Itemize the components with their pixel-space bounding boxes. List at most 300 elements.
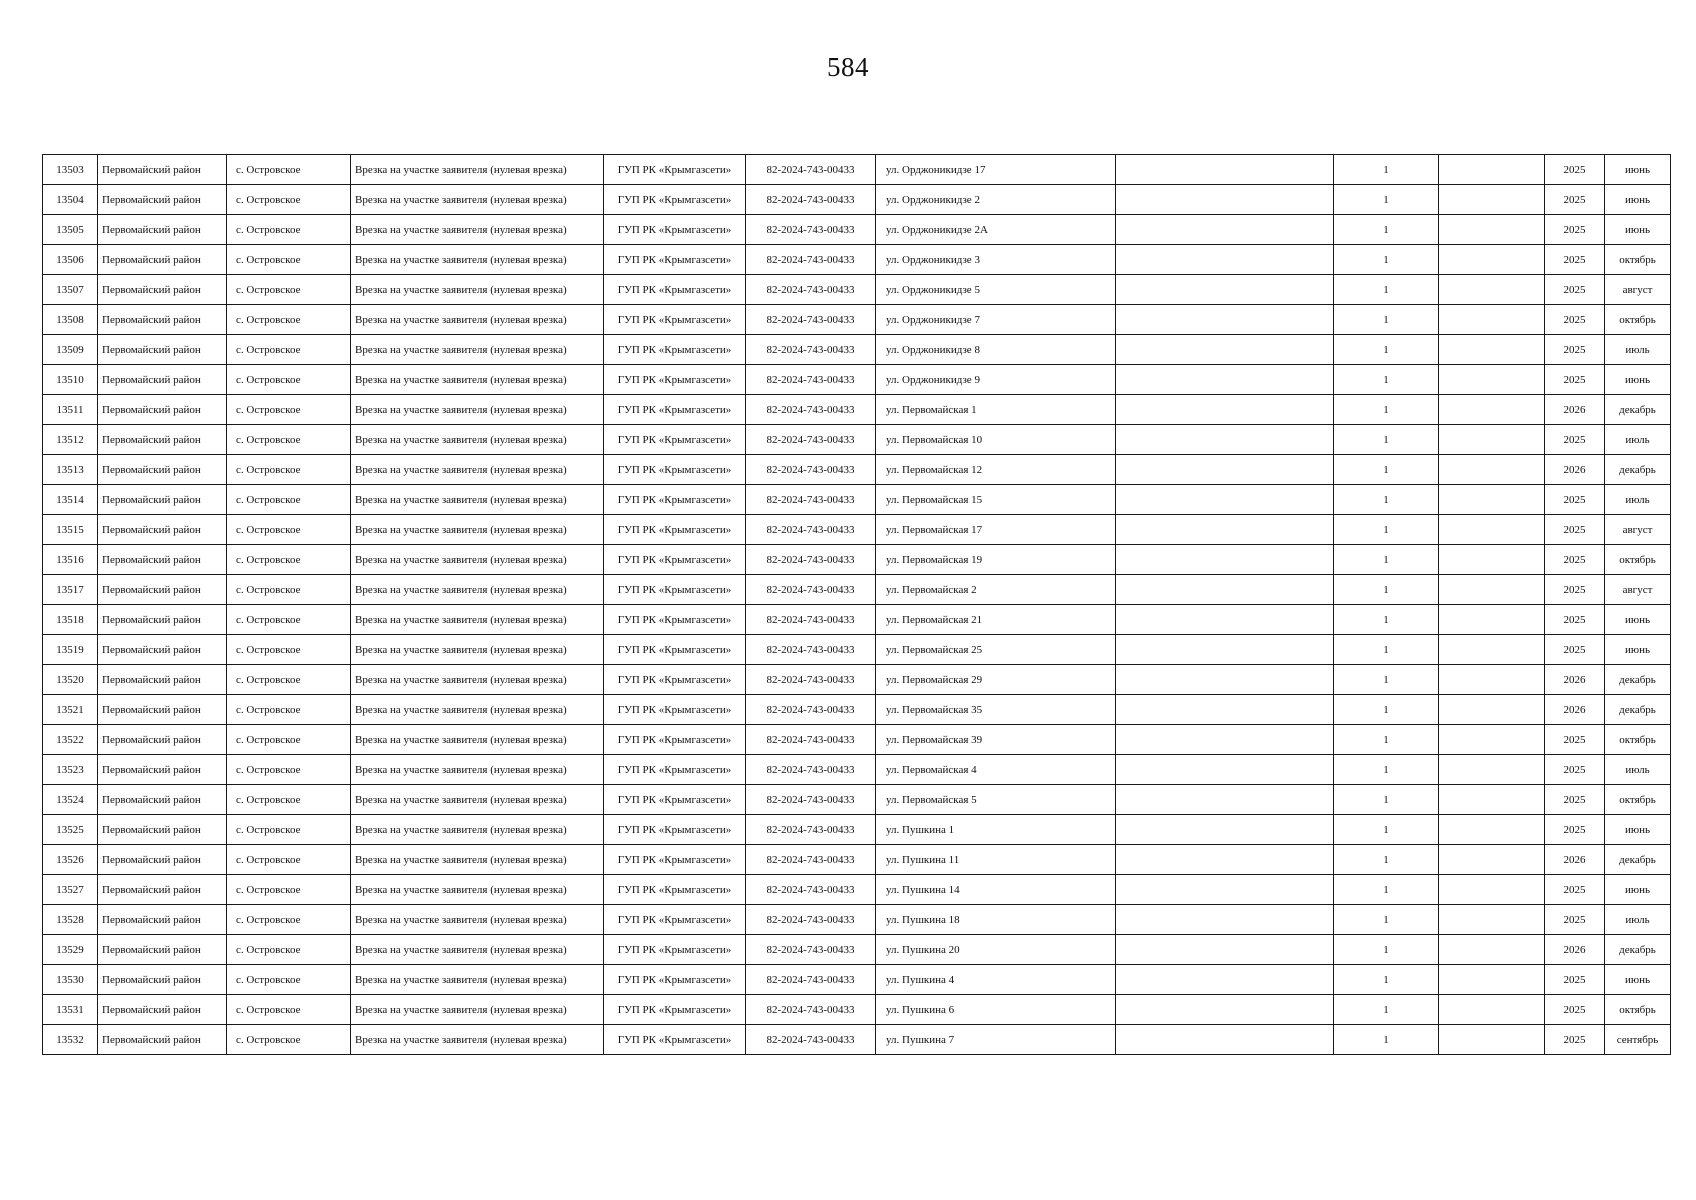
extra-cell (1439, 395, 1545, 425)
village-cell: с. Островское (227, 665, 351, 695)
month-cell: июнь (1605, 965, 1671, 995)
month-cell: октябрь (1605, 785, 1671, 815)
address-cell: ул. Первомайская 25 (876, 635, 1116, 665)
quantity-cell: 1 (1334, 1025, 1439, 1055)
work-type-cell: Врезка на участке заявителя (нулевая врезка) (351, 155, 604, 185)
table-row (43, 695, 1671, 725)
table-row (43, 575, 1671, 605)
district-cell: Первомайский район (98, 515, 227, 545)
program-code-cell: 82-2024-743-00433 (746, 395, 876, 425)
year-cell: 2025 (1545, 425, 1605, 455)
table-row (43, 815, 1671, 845)
organization-cell: ГУП РК «Крымгазсети» (604, 215, 746, 245)
program-code-cell: 82-2024-743-00433 (746, 455, 876, 485)
program-code-cell: 82-2024-743-00433 (746, 515, 876, 545)
work-type-cell: Врезка на участке заявителя (нулевая врезка) (351, 545, 604, 575)
month-cell: июнь (1605, 215, 1671, 245)
note-cell (1116, 515, 1334, 545)
extra-cell (1439, 1025, 1545, 1055)
extra-cell (1439, 365, 1545, 395)
extra-cell (1439, 935, 1545, 965)
work-type-cell: Врезка на участке заявителя (нулевая врезка) (351, 365, 604, 395)
quantity-cell: 1 (1334, 635, 1439, 665)
organization-cell: ГУП РК «Крымгазсети» (604, 905, 746, 935)
district-cell: Первомайский район (98, 305, 227, 335)
organization-cell: ГУП РК «Крымгазсети» (604, 425, 746, 455)
organization-cell: ГУП РК «Крымгазсети» (604, 395, 746, 425)
program-code-cell: 82-2024-743-00433 (746, 665, 876, 695)
address-cell: ул. Пушкина 18 (876, 905, 1116, 935)
row-number: 13529 (43, 935, 98, 965)
month-cell: июнь (1605, 155, 1671, 185)
row-number: 13517 (43, 575, 98, 605)
quantity-cell: 1 (1334, 935, 1439, 965)
year-cell: 2025 (1545, 485, 1605, 515)
address-cell: ул. Пушкина 11 (876, 845, 1116, 875)
note-cell (1116, 695, 1334, 725)
extra-cell (1439, 845, 1545, 875)
work-type-cell: Врезка на участке заявителя (нулевая врезка) (351, 245, 604, 275)
note-cell (1116, 875, 1334, 905)
quantity-cell: 1 (1334, 365, 1439, 395)
work-type-cell: Врезка на участке заявителя (нулевая врезка) (351, 1025, 604, 1055)
note-cell (1116, 755, 1334, 785)
district-cell: Первомайский район (98, 575, 227, 605)
village-cell: с. Островское (227, 215, 351, 245)
organization-cell: ГУП РК «Крымгазсети» (604, 725, 746, 755)
month-cell: июнь (1605, 185, 1671, 215)
table-row (43, 755, 1671, 785)
village-cell: с. Островское (227, 875, 351, 905)
village-cell: с. Островское (227, 905, 351, 935)
district-cell: Первомайский район (98, 935, 227, 965)
extra-cell (1439, 995, 1545, 1025)
note-cell (1116, 965, 1334, 995)
district-cell: Первомайский район (98, 845, 227, 875)
address-cell: ул. Орджоникидзе 5 (876, 275, 1116, 305)
village-cell: с. Островское (227, 335, 351, 365)
village-cell: с. Островское (227, 635, 351, 665)
table-row (43, 935, 1671, 965)
organization-cell: ГУП РК «Крымгазсети» (604, 185, 746, 215)
work-type-cell: Врезка на участке заявителя (нулевая врезка) (351, 905, 604, 935)
year-cell: 2025 (1545, 725, 1605, 755)
organization-cell: ГУП РК «Крымгазсети» (604, 845, 746, 875)
row-number: 13530 (43, 965, 98, 995)
extra-cell (1439, 635, 1545, 665)
district-cell: Первомайский район (98, 395, 227, 425)
year-cell: 2025 (1545, 305, 1605, 335)
note-cell (1116, 455, 1334, 485)
month-cell: октябрь (1605, 245, 1671, 275)
extra-cell (1439, 815, 1545, 845)
district-cell: Первомайский район (98, 815, 227, 845)
year-cell: 2025 (1545, 215, 1605, 245)
organization-cell: ГУП РК «Крымгазсети» (604, 875, 746, 905)
quantity-cell: 1 (1334, 275, 1439, 305)
address-cell: ул. Пушкина 6 (876, 995, 1116, 1025)
row-number: 13507 (43, 275, 98, 305)
year-cell: 2025 (1545, 965, 1605, 995)
program-code-cell: 82-2024-743-00433 (746, 935, 876, 965)
month-cell: июнь (1605, 875, 1671, 905)
row-number: 13524 (43, 785, 98, 815)
quantity-cell: 1 (1334, 755, 1439, 785)
address-cell: ул. Орджоникидзе 8 (876, 335, 1116, 365)
extra-cell (1439, 245, 1545, 275)
extra-cell (1439, 755, 1545, 785)
quantity-cell: 1 (1334, 395, 1439, 425)
month-cell: июль (1605, 335, 1671, 365)
row-number: 13525 (43, 815, 98, 845)
work-type-cell: Врезка на участке заявителя (нулевая врезка) (351, 605, 604, 635)
district-cell: Первомайский район (98, 485, 227, 515)
row-number: 13509 (43, 335, 98, 365)
year-cell: 2025 (1545, 1025, 1605, 1055)
row-number: 13506 (43, 245, 98, 275)
address-cell: ул. Орджоникидзе 9 (876, 365, 1116, 395)
note-cell (1116, 245, 1334, 275)
table-row (43, 335, 1671, 365)
program-code-cell: 82-2024-743-00433 (746, 605, 876, 635)
month-cell: июнь (1605, 605, 1671, 635)
address-cell: ул. Первомайская 17 (876, 515, 1116, 545)
program-code-cell: 82-2024-743-00433 (746, 815, 876, 845)
quantity-cell: 1 (1334, 815, 1439, 845)
address-cell: ул. Пушкина 14 (876, 875, 1116, 905)
quantity-cell: 1 (1334, 545, 1439, 575)
address-cell: ул. Первомайская 35 (876, 695, 1116, 725)
register-table (42, 154, 1671, 1055)
quantity-cell: 1 (1334, 485, 1439, 515)
year-cell: 2026 (1545, 455, 1605, 485)
work-type-cell: Врезка на участке заявителя (нулевая врезка) (351, 965, 604, 995)
extra-cell (1439, 515, 1545, 545)
district-cell: Первомайский район (98, 545, 227, 575)
program-code-cell: 82-2024-743-00433 (746, 965, 876, 995)
program-code-cell: 82-2024-743-00433 (746, 425, 876, 455)
month-cell: октябрь (1605, 725, 1671, 755)
extra-cell (1439, 185, 1545, 215)
table-row (43, 995, 1671, 1025)
address-cell: ул. Орджоникидзе 7 (876, 305, 1116, 335)
table-row (43, 875, 1671, 905)
year-cell: 2025 (1545, 335, 1605, 365)
row-number: 13518 (43, 605, 98, 635)
work-type-cell: Врезка на участке заявителя (нулевая врезка) (351, 425, 604, 455)
month-cell: июнь (1605, 635, 1671, 665)
program-code-cell: 82-2024-743-00433 (746, 365, 876, 395)
work-type-cell: Врезка на участке заявителя (нулевая врезка) (351, 845, 604, 875)
address-cell: ул. Первомайская 15 (876, 485, 1116, 515)
year-cell: 2025 (1545, 905, 1605, 935)
quantity-cell: 1 (1334, 455, 1439, 485)
village-cell: с. Островское (227, 935, 351, 965)
note-cell (1116, 365, 1334, 395)
row-number: 13519 (43, 635, 98, 665)
organization-cell: ГУП РК «Крымгазсети» (604, 365, 746, 395)
month-cell: август (1605, 275, 1671, 305)
extra-cell (1439, 665, 1545, 695)
extra-cell (1439, 425, 1545, 455)
row-number: 13526 (43, 845, 98, 875)
organization-cell: ГУП РК «Крымгазсети» (604, 455, 746, 485)
address-cell: ул. Первомайская 5 (876, 785, 1116, 815)
row-number: 13505 (43, 215, 98, 245)
work-type-cell: Врезка на участке заявителя (нулевая врезка) (351, 995, 604, 1025)
month-cell: октябрь (1605, 545, 1671, 575)
note-cell (1116, 845, 1334, 875)
year-cell: 2025 (1545, 875, 1605, 905)
address-cell: ул. Пушкина 7 (876, 1025, 1116, 1055)
year-cell: 2026 (1545, 665, 1605, 695)
month-cell: декабрь (1605, 845, 1671, 875)
table-row (43, 725, 1671, 755)
organization-cell: ГУП РК «Крымгазсети» (604, 995, 746, 1025)
row-number: 13515 (43, 515, 98, 545)
year-cell: 2025 (1545, 185, 1605, 215)
village-cell: с. Островское (227, 245, 351, 275)
row-number: 13532 (43, 1025, 98, 1055)
program-code-cell: 82-2024-743-00433 (746, 215, 876, 245)
table-body (43, 155, 1671, 1055)
row-number: 13510 (43, 365, 98, 395)
row-number: 13508 (43, 305, 98, 335)
note-cell (1116, 725, 1334, 755)
district-cell: Первомайский район (98, 365, 227, 395)
note-cell (1116, 815, 1334, 845)
table-row (43, 395, 1671, 425)
quantity-cell: 1 (1334, 665, 1439, 695)
year-cell: 2026 (1545, 845, 1605, 875)
address-cell: ул. Орджоникидзе 2 (876, 185, 1116, 215)
organization-cell: ГУП РК «Крымгазсети» (604, 155, 746, 185)
note-cell (1116, 785, 1334, 815)
extra-cell (1439, 455, 1545, 485)
note-cell (1116, 995, 1334, 1025)
note-cell (1116, 215, 1334, 245)
month-cell: июль (1605, 485, 1671, 515)
address-cell: ул. Первомайская 4 (876, 755, 1116, 785)
table-row (43, 455, 1671, 485)
program-code-cell: 82-2024-743-00433 (746, 695, 876, 725)
village-cell: с. Островское (227, 185, 351, 215)
extra-cell (1439, 875, 1545, 905)
program-code-cell: 82-2024-743-00433 (746, 875, 876, 905)
extra-cell (1439, 605, 1545, 635)
year-cell: 2025 (1545, 755, 1605, 785)
work-type-cell: Врезка на участке заявителя (нулевая врезка) (351, 635, 604, 665)
row-number: 13528 (43, 905, 98, 935)
row-number: 13521 (43, 695, 98, 725)
work-type-cell: Врезка на участке заявителя (нулевая врезка) (351, 575, 604, 605)
work-type-cell: Врезка на участке заявителя (нулевая врезка) (351, 455, 604, 485)
program-code-cell: 82-2024-743-00433 (746, 845, 876, 875)
village-cell: с. Островское (227, 965, 351, 995)
page-number: 584 (827, 52, 869, 82)
year-cell: 2025 (1545, 575, 1605, 605)
table-row (43, 905, 1671, 935)
address-cell: ул. Первомайская 39 (876, 725, 1116, 755)
year-cell: 2025 (1545, 155, 1605, 185)
address-cell: ул. Первомайская 1 (876, 395, 1116, 425)
village-cell: с. Островское (227, 515, 351, 545)
village-cell: с. Островское (227, 545, 351, 575)
organization-cell: ГУП РК «Крымгазсети» (604, 245, 746, 275)
district-cell: Первомайский район (98, 995, 227, 1025)
year-cell: 2025 (1545, 605, 1605, 635)
month-cell: октябрь (1605, 305, 1671, 335)
extra-cell (1439, 905, 1545, 935)
organization-cell: ГУП РК «Крымгазсети» (604, 485, 746, 515)
extra-cell (1439, 545, 1545, 575)
quantity-cell: 1 (1334, 425, 1439, 455)
program-code-cell: 82-2024-743-00433 (746, 155, 876, 185)
month-cell: декабрь (1605, 695, 1671, 725)
quantity-cell: 1 (1334, 215, 1439, 245)
month-cell: июль (1605, 755, 1671, 785)
organization-cell: ГУП РК «Крымгазсети» (604, 965, 746, 995)
work-type-cell: Врезка на участке заявителя (нулевая врезка) (351, 815, 604, 845)
quantity-cell: 1 (1334, 995, 1439, 1025)
table-row (43, 1025, 1671, 1055)
village-cell: с. Островское (227, 575, 351, 605)
address-cell: ул. Пушкина 1 (876, 815, 1116, 845)
quantity-cell: 1 (1334, 155, 1439, 185)
address-cell: ул. Первомайская 29 (876, 665, 1116, 695)
organization-cell: ГУП РК «Крымгазсети» (604, 575, 746, 605)
month-cell: август (1605, 575, 1671, 605)
village-cell: с. Островское (227, 1025, 351, 1055)
note-cell (1116, 155, 1334, 185)
month-cell: декабрь (1605, 935, 1671, 965)
organization-cell: ГУП РК «Крымгазсети» (604, 515, 746, 545)
organization-cell: ГУП РК «Крымгазсети» (604, 635, 746, 665)
program-code-cell: 82-2024-743-00433 (746, 995, 876, 1025)
village-cell: с. Островское (227, 275, 351, 305)
village-cell: с. Островское (227, 425, 351, 455)
table-row (43, 215, 1671, 245)
address-cell: ул. Первомайская 12 (876, 455, 1116, 485)
row-number: 13511 (43, 395, 98, 425)
row-number: 13504 (43, 185, 98, 215)
quantity-cell: 1 (1334, 515, 1439, 545)
table-row (43, 485, 1671, 515)
quantity-cell: 1 (1334, 845, 1439, 875)
table-row (43, 305, 1671, 335)
program-code-cell: 82-2024-743-00433 (746, 185, 876, 215)
table-row (43, 785, 1671, 815)
village-cell: с. Островское (227, 815, 351, 845)
table-row (43, 185, 1671, 215)
row-number: 13513 (43, 455, 98, 485)
month-cell: июнь (1605, 815, 1671, 845)
district-cell: Первомайский район (98, 455, 227, 485)
village-cell: с. Островское (227, 845, 351, 875)
district-cell: Первомайский район (98, 695, 227, 725)
quantity-cell: 1 (1334, 875, 1439, 905)
year-cell: 2025 (1545, 275, 1605, 305)
program-code-cell: 82-2024-743-00433 (746, 545, 876, 575)
address-cell: ул. Орджоникидзе 3 (876, 245, 1116, 275)
quantity-cell: 1 (1334, 905, 1439, 935)
village-cell: с. Островское (227, 485, 351, 515)
quantity-cell: 1 (1334, 245, 1439, 275)
district-cell: Первомайский район (98, 905, 227, 935)
note-cell (1116, 575, 1334, 605)
extra-cell (1439, 485, 1545, 515)
village-cell: с. Островское (227, 785, 351, 815)
month-cell: декабрь (1605, 395, 1671, 425)
village-cell: с. Островское (227, 455, 351, 485)
row-number: 13531 (43, 995, 98, 1025)
quantity-cell: 1 (1334, 605, 1439, 635)
table-row (43, 275, 1671, 305)
month-cell: сентябрь (1605, 1025, 1671, 1055)
quantity-cell: 1 (1334, 785, 1439, 815)
district-cell: Первомайский район (98, 965, 227, 995)
extra-cell (1439, 155, 1545, 185)
table-row (43, 425, 1671, 455)
note-cell (1116, 605, 1334, 635)
note-cell (1116, 395, 1334, 425)
quantity-cell: 1 (1334, 695, 1439, 725)
extra-cell (1439, 275, 1545, 305)
table-row (43, 515, 1671, 545)
work-type-cell: Врезка на участке заявителя (нулевая врезка) (351, 785, 604, 815)
note-cell (1116, 485, 1334, 515)
month-cell: июль (1605, 425, 1671, 455)
note-cell (1116, 425, 1334, 455)
district-cell: Первомайский район (98, 335, 227, 365)
organization-cell: ГУП РК «Крымгазсети» (604, 275, 746, 305)
quantity-cell: 1 (1334, 575, 1439, 605)
month-cell: декабрь (1605, 455, 1671, 485)
organization-cell: ГУП РК «Крымгазсети» (604, 755, 746, 785)
village-cell: с. Островское (227, 305, 351, 335)
program-code-cell: 82-2024-743-00433 (746, 905, 876, 935)
program-code-cell: 82-2024-743-00433 (746, 485, 876, 515)
row-number: 13523 (43, 755, 98, 785)
extra-cell (1439, 695, 1545, 725)
extra-cell (1439, 305, 1545, 335)
year-cell: 2025 (1545, 545, 1605, 575)
village-cell: с. Островское (227, 695, 351, 725)
address-cell: ул. Первомайская 10 (876, 425, 1116, 455)
program-code-cell: 82-2024-743-00433 (746, 785, 876, 815)
table-row (43, 365, 1671, 395)
year-cell: 2026 (1545, 695, 1605, 725)
work-type-cell: Врезка на участке заявителя (нулевая врезка) (351, 875, 604, 905)
month-cell: июнь (1605, 365, 1671, 395)
row-number: 13527 (43, 875, 98, 905)
district-cell: Первомайский район (98, 245, 227, 275)
district-cell: Первомайский район (98, 665, 227, 695)
note-cell (1116, 335, 1334, 365)
organization-cell: ГУП РК «Крымгазсети» (604, 665, 746, 695)
organization-cell: ГУП РК «Крымгазсети» (604, 1025, 746, 1055)
year-cell: 2025 (1545, 245, 1605, 275)
work-type-cell: Врезка на участке заявителя (нулевая врезка) (351, 695, 604, 725)
program-code-cell: 82-2024-743-00433 (746, 305, 876, 335)
work-type-cell: Врезка на участке заявителя (нулевая врезка) (351, 335, 604, 365)
row-number: 13516 (43, 545, 98, 575)
quantity-cell: 1 (1334, 725, 1439, 755)
district-cell: Первомайский район (98, 185, 227, 215)
year-cell: 2025 (1545, 815, 1605, 845)
table-row (43, 245, 1671, 275)
address-cell: ул. Орджоникидзе 2А (876, 215, 1116, 245)
